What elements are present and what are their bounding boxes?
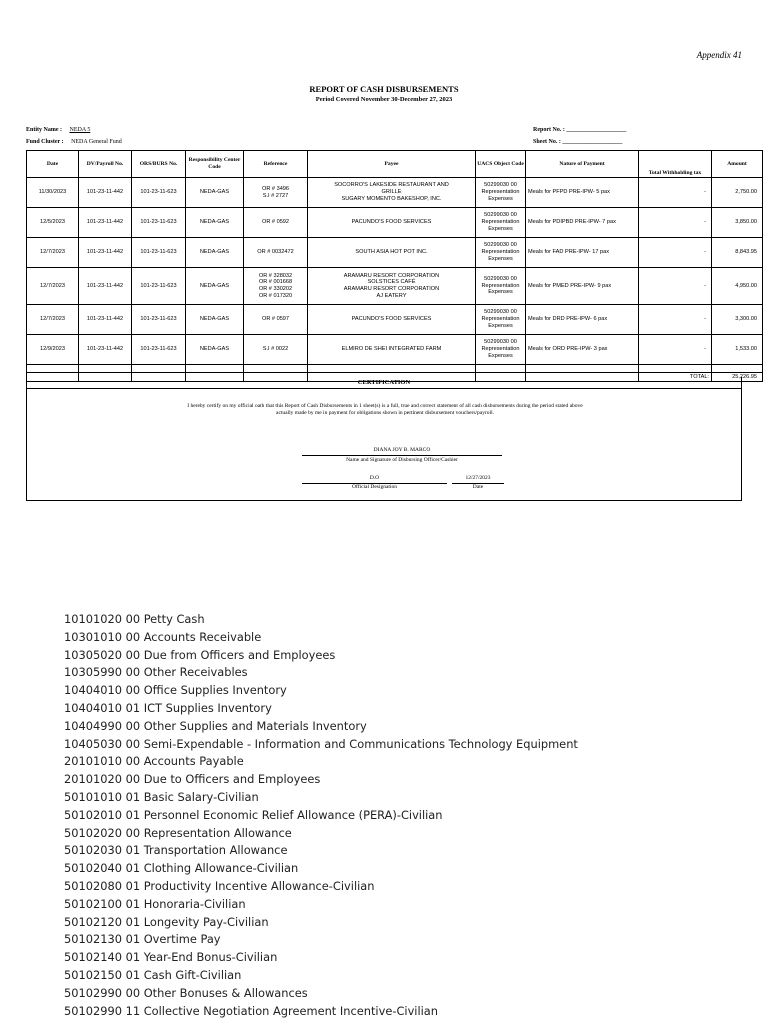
cell-withholding-tax: - <box>639 268 712 305</box>
cell-uacs-code <box>476 305 526 335</box>
cell-amount: 2,750.00 <box>712 178 763 208</box>
list-item: 20101020 00 Due to Officers and Employees <box>64 772 321 787</box>
table-row <box>27 268 763 305</box>
designation-label: Official Designation <box>352 484 397 490</box>
list-item: 10101020 00 Petty Cash <box>64 612 205 626</box>
signature-line <box>302 455 502 456</box>
payee-line: ARAMARU RESORT CORPORATION <box>343 272 440 279</box>
payee-line: SUGARY MOMENTO BAKESHOP, INC. <box>341 195 442 202</box>
uacs-line: Expenses <box>488 352 513 359</box>
cell-reference <box>244 335 308 365</box>
cell-amount: 1,533.00 <box>712 335 763 365</box>
cell-responsibility-code: NEDA-GAS <box>186 268 244 305</box>
sheet-no-label: Sheet No. : ____________________ <box>533 139 623 145</box>
certification-date-value: 12/27/2023 <box>465 475 491 481</box>
disbursements-table <box>26 150 763 382</box>
total-label: TOTAL: <box>639 373 712 382</box>
cell-payee <box>308 238 476 268</box>
uacs-line: Expenses <box>488 225 513 232</box>
reference-line: OR # 328032 <box>258 272 293 279</box>
list-item: 50102100 01 Honoraria-Civilian <box>64 896 246 911</box>
list-item: 50102080 01 Productivity Incentive Allowance-Civilian <box>64 878 375 893</box>
reference-line: OR # 330202 <box>258 286 293 292</box>
col-header-uacs: UACS Object Code <box>476 151 526 178</box>
cell-date: 12/7/2023 <box>27 238 79 268</box>
payee-line: ELMIRO DE SHEI INTEGRATED FARM <box>341 346 442 353</box>
list-item: 50102150 01 Cash Gift-Civilian <box>64 967 242 982</box>
uacs-line: Expenses <box>488 195 513 202</box>
cell-ors-number: 101-23-11-623 <box>132 178 186 208</box>
cell-nature-of-payment: Meals for DRD PRE-IPW- 6 pax <box>526 305 639 335</box>
uacs-line: Expenses <box>488 289 513 296</box>
list-item: 50102120 01 Longevity Pay-Civilian <box>64 914 269 929</box>
uacs-line: 50299030 00 <box>484 242 517 249</box>
cell-dv-number: 101-23-11-442 <box>79 305 132 335</box>
certification-date-label: Date <box>472 484 484 490</box>
cell-date: 12/5/2023 <box>27 208 79 238</box>
list-item: 10305020 00 Due from Officers and Employees <box>64 647 336 662</box>
reference-line: OR # 0032472 <box>257 249 294 256</box>
cell-withholding-tax: - <box>639 335 712 365</box>
cell-reference <box>244 178 308 208</box>
empty-row <box>27 365 763 373</box>
uacs-line: Representation <box>481 219 520 226</box>
uacs-line: Representation <box>481 249 520 256</box>
col-header-tax: Total Withholding tax <box>639 151 712 178</box>
fund-cluster-value: NEDA General Fund <box>71 139 122 145</box>
col-header-payee: Payee <box>308 151 476 178</box>
cell-nature-of-payment: Meals for PMED PRE-IPW- 9 pax <box>526 268 639 305</box>
cell-nature-of-payment: Meals for FAD PRE-IPW- 17 pax <box>526 238 639 268</box>
signatory-label: Name and Signature of Disbursing Officer/Cashier <box>346 457 458 463</box>
list-item: 10404010 01 ICT Supplies Inventory <box>64 700 272 715</box>
table-header-row <box>27 151 763 178</box>
entity-name-row <box>26 127 90 133</box>
cell-date: 12/7/2023 <box>27 268 79 305</box>
list-item: 50102030 01 Transportation Allowance <box>64 843 288 858</box>
cell-withholding-tax: - <box>639 178 712 208</box>
uacs-line: 50299030 00 <box>484 275 517 282</box>
empty-cell <box>476 365 526 373</box>
uacs-line: 50299030 00 <box>484 212 517 219</box>
cell-dv-number: 101-23-11-442 <box>79 335 132 365</box>
reference-line: S.I # 2727 <box>262 192 289 199</box>
empty-cell <box>526 365 639 373</box>
cell-amount: 3,300.00 <box>712 305 763 335</box>
cell-payee <box>308 305 476 335</box>
cell-uacs-code <box>476 238 526 268</box>
col-header-rcc: Responsibility Center Code <box>186 151 244 178</box>
cell-dv-number: 101-23-11-442 <box>79 178 132 208</box>
col-header-dv: DV/Payroll No. <box>79 151 132 178</box>
reference-line: OR # 017320 <box>258 292 293 299</box>
payee-line: SOLSTICES CAFÉ <box>367 279 416 286</box>
report-no-label: Report No. : ____________________ <box>533 127 627 133</box>
empty-cell <box>186 365 244 373</box>
uacs-line: 50299030 00 <box>484 339 517 346</box>
cell-nature-of-payment: Meals for PFPD PRE-IPW- 5 pax <box>526 178 639 208</box>
table-row <box>27 178 763 208</box>
cell-amount: 8,843.95 <box>712 238 763 268</box>
table-row <box>27 305 763 335</box>
col-header-nature: Nature of Payment <box>526 151 639 178</box>
entity-name-label: Entity Name : <box>26 127 62 133</box>
col-header-date: Date <box>27 151 79 178</box>
payee-line: ARAMARU RESORT CORPORATION <box>343 286 440 292</box>
table-row <box>27 208 763 238</box>
empty-cell <box>712 365 763 373</box>
list-item: 50101010 01 Basic Salary-Civilian <box>64 789 259 804</box>
cell-payee <box>308 268 476 305</box>
fund-cluster-row <box>26 139 122 145</box>
designation-value: D.O <box>369 475 380 481</box>
cell-date: 12/7/2023 <box>27 305 79 335</box>
cell-ors-number: 101-23-11-623 <box>132 305 186 335</box>
cell-nature-of-payment: Meals for ORD PRE-IPW- 3 pax <box>526 335 639 365</box>
payee-line: SOUTH ASIA HOT POT INC. <box>355 249 428 256</box>
empty-cell <box>639 365 712 373</box>
list-item: 10404990 00 Other Supplies and Materials Inventory <box>64 718 367 733</box>
report-no <box>533 127 626 133</box>
uacs-line: 50299030 00 <box>484 182 517 189</box>
table-row <box>27 238 763 268</box>
cell-ors-number: 101-23-11-623 <box>132 335 186 365</box>
cell-payee <box>308 208 476 238</box>
list-item: 50102990 00 Other Bonuses & Allowances <box>64 985 308 1000</box>
table-row <box>27 335 763 365</box>
cell-uacs-code <box>476 208 526 238</box>
cell-dv-number: 101-23-11-442 <box>79 268 132 305</box>
cell-ors-number: 101-23-11-623 <box>132 208 186 238</box>
uacs-line: Representation <box>481 346 520 353</box>
payee-line: AJ EATERY <box>376 292 407 299</box>
cell-ors-number: 101-23-11-623 <box>132 268 186 305</box>
list-item: 10405030 00 Semi-Expendable - Information and Communications Technology Equipment <box>64 736 578 751</box>
sheet-no <box>533 139 622 145</box>
total-amount: 25,226.95 <box>712 373 763 382</box>
cell-reference <box>244 268 308 305</box>
uacs-line: Representation <box>481 316 520 323</box>
payee-line: PACUNDO'S FOOD SERVICES <box>351 219 432 226</box>
list-item: 50102990 11 Collective Negotiation Agreement Incentive-Civilian <box>64 1003 439 1018</box>
cell-payee <box>308 335 476 365</box>
cell-withholding-tax: - <box>639 208 712 238</box>
certification-heading: CERTIFICATION <box>27 377 741 389</box>
cell-reference <box>244 238 308 268</box>
certification-text: I hereby certify on my official oath that this Report of Cash Disbursements in 1 sheet(s) is a full, true and correct statement of all cash disbursements during the period stated above actually made by me in payment for obligations shown in pertinent disbursement vouchers/payroll. <box>187 403 583 416</box>
cell-responsibility-code: NEDA-GAS <box>186 305 244 335</box>
list-item: 50102130 01 Overtime Pay <box>64 932 221 947</box>
cell-uacs-code <box>476 268 526 305</box>
list-item: 50102140 01 Year-End Bonus-Civilian <box>64 950 278 965</box>
payee-line: SOCORRO'S LAKESIDE RESTAURANT AND <box>334 182 449 189</box>
cell-responsibility-code: NEDA-GAS <box>186 335 244 365</box>
uacs-line: Expenses <box>488 255 513 262</box>
reference-line: OR # 0597 <box>261 316 290 323</box>
empty-cell <box>132 365 186 373</box>
reference-line: OR # 0592 <box>261 219 290 226</box>
cell-payee <box>308 178 476 208</box>
reference-line: S.I # 0022 <box>262 346 289 353</box>
cell-uacs-code <box>476 335 526 365</box>
list-item: 10404010 00 Office Supplies Inventory <box>64 683 287 698</box>
reference-line: OR # 3496 <box>261 185 290 192</box>
cell-uacs-code <box>476 178 526 208</box>
fund-cluster-label: Fund Cluster : <box>26 139 64 145</box>
cell-nature-of-payment: Meals for PDIPBD PRE-IPW- 7 pax <box>526 208 639 238</box>
list-item: 10301010 00 Accounts Receivable <box>64 629 262 644</box>
certification-box <box>26 377 742 501</box>
cell-withholding-tax: - <box>639 305 712 335</box>
uacs-line: Expenses <box>488 322 513 329</box>
cell-ors-number: 101-23-11-623 <box>132 238 186 268</box>
cell-withholding-tax: - <box>639 238 712 268</box>
report-title: REPORT OF CASH DISBURSEMENTS <box>309 84 459 94</box>
report-period: Period Covered November 30-December 27, 2023 <box>315 96 453 103</box>
list-item: 50102040 01 Clothing Allowance-Civilian <box>64 861 299 876</box>
cell-reference <box>244 208 308 238</box>
cell-amount: 3,850.00 <box>712 208 763 238</box>
uacs-line: 50299030 00 <box>484 309 517 316</box>
uacs-line: Representation <box>481 189 520 196</box>
signatory-name: DIANA JOY B. MARCO <box>373 447 431 453</box>
appendix-label: Appendix 41 <box>696 50 742 60</box>
col-header-amount: Amount <box>712 151 763 178</box>
cell-responsibility-code: NEDA-GAS <box>186 178 244 208</box>
empty-cell <box>27 365 79 373</box>
cell-date: 11/30/2023 <box>27 178 79 208</box>
payee-line: PACUNDO'S FOOD SERVICES <box>351 316 432 323</box>
col-header-ors: ORS/BURS No. <box>132 151 186 178</box>
uacs-line: Representation <box>481 282 520 289</box>
cell-dv-number: 101-23-11-442 <box>79 208 132 238</box>
cell-dv-number: 101-23-11-442 <box>79 238 132 268</box>
cell-responsibility-code: NEDA-GAS <box>186 208 244 238</box>
payee-line: GRILLE <box>381 189 402 196</box>
list-item: 20101010 00 Accounts Payable <box>64 754 244 769</box>
empty-cell <box>308 365 476 373</box>
list-item: 50102020 00 Representation Allowance <box>64 825 292 840</box>
empty-cell <box>79 365 132 373</box>
reference-line: OR # 001668 <box>258 279 293 286</box>
empty-cell <box>244 365 308 373</box>
account-codes-list <box>64 611 578 1020</box>
cell-responsibility-code: NEDA-GAS <box>186 238 244 268</box>
entity-name-value: NEDA 5 <box>69 127 91 133</box>
cell-amount: 4,950.00 <box>712 268 763 305</box>
list-item: 10305990 00 Other Receivables <box>64 665 248 680</box>
list-item: 50102010 01 Personnel Economic Relief Allowance (PERA)-Civilian <box>64 807 443 822</box>
col-header-reference: Reference <box>244 151 308 178</box>
cell-reference <box>244 305 308 335</box>
cell-date: 12/9/2023 <box>27 335 79 365</box>
